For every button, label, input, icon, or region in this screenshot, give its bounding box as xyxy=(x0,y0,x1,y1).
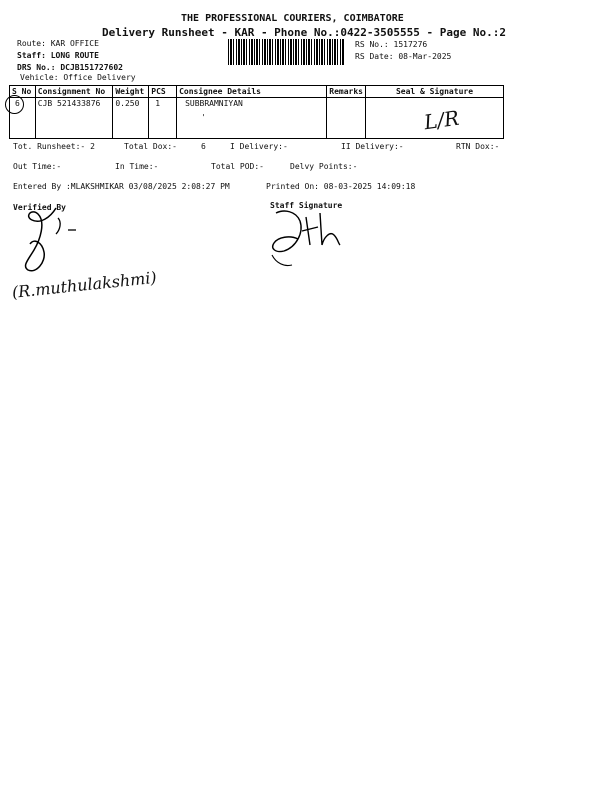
runsheet-subtitle: Delivery Runsheet - KAR - Phone No.:0422-3505555 - Page No.:2 xyxy=(102,26,506,39)
consignee-name: SUBBRAMNIYAN xyxy=(185,99,243,108)
out-time: Out Time:- xyxy=(13,162,62,171)
cell-seal xyxy=(365,98,503,139)
cell-consignee xyxy=(177,98,327,139)
rs-number: RS No.: 1517276 xyxy=(355,40,428,49)
in-time: In Time:- xyxy=(115,162,159,171)
i-delivery: I Delivery:- xyxy=(230,142,288,151)
col-header-consignee: Consignee Details xyxy=(177,86,327,98)
cell-remarks xyxy=(327,98,366,139)
cell-weight: 0.250 xyxy=(113,98,149,139)
table-row xyxy=(10,98,504,139)
sno-value: 6 xyxy=(15,99,20,108)
col-header-sno: S No xyxy=(10,86,36,98)
staff-signature-scribble xyxy=(262,205,352,275)
consignee-mark: ' xyxy=(201,113,206,122)
route-text: Route: KAR OFFICE xyxy=(17,39,99,48)
vehicle-text: Vehicle: Office Delivery xyxy=(20,73,136,82)
sno-circle-mark xyxy=(5,95,24,114)
barcode-image xyxy=(228,39,345,65)
table-header-row xyxy=(10,86,504,98)
handwritten-name: (R.muthulakshmi) xyxy=(11,267,158,302)
tot-runsheet: Tot. Runsheet:- 2 xyxy=(13,142,95,151)
company-title: THE PROFESSIONAL COURIERS, COIMBATORE xyxy=(181,13,404,24)
drs-number: DRS No.: DCJB151727602 xyxy=(17,63,123,72)
entered-by: Entered By :MLAKSHMIKAR 03/08/2025 2:08:27 PM xyxy=(13,182,230,191)
rtn-dox: RTN Dox:- xyxy=(456,142,500,151)
col-header-weight: Weight xyxy=(113,86,149,98)
col-header-consignment: Consignment No xyxy=(35,86,113,98)
col-header-pcs: PCS xyxy=(149,86,177,98)
col-header-remarks: Remarks xyxy=(327,86,366,98)
verified-signature-scribble xyxy=(10,200,90,280)
col-header-seal: Seal & Signature xyxy=(365,86,503,98)
cell-consignment: CJB 521433876 xyxy=(35,98,113,139)
staff-text: Staff: LONG ROUTE xyxy=(17,51,99,60)
ii-delivery: II Delivery:- xyxy=(341,142,404,151)
runsheet-table xyxy=(9,85,504,139)
cell-pcs: 1 xyxy=(149,98,177,139)
delvy-points: Delvy Points:- xyxy=(290,162,358,171)
total-dox-value: 6 xyxy=(201,142,206,151)
rs-date: RS Date: 08-Mar-2025 xyxy=(355,52,452,61)
seal-signature-handwriting: L/R xyxy=(422,105,461,135)
total-pod: Total POD:- xyxy=(211,162,264,171)
verified-by-label: Verified By xyxy=(13,203,66,212)
staff-signature-label: Staff Signature xyxy=(270,201,343,210)
printed-on: Printed On: 08-03-2025 14:09:18 xyxy=(266,182,416,191)
total-dox-label: Total Dox:- xyxy=(124,142,177,151)
